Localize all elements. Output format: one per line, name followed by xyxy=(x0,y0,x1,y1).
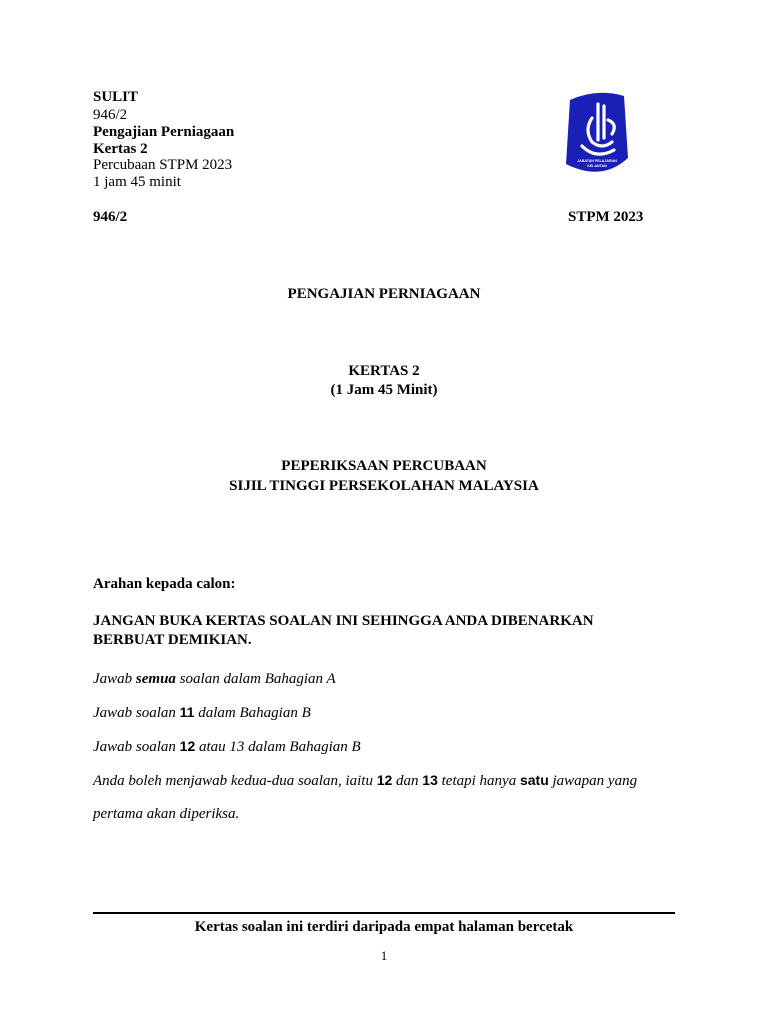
stpm-year: STPM 2023 xyxy=(568,209,644,225)
paper-code-bold: 946/2 xyxy=(93,209,128,225)
instruction-emphasis: 13 xyxy=(422,772,438,788)
duration-title: (1 Jam 45 Minit) xyxy=(330,382,438,398)
instruction-text: Jawab soalan xyxy=(93,705,180,721)
jabatan-pelajaran-kelantan-logo xyxy=(562,90,632,178)
instruction-emphasis: satu xyxy=(519,772,549,788)
warning-line2: BERBUAT DEMIKIAN. xyxy=(93,632,252,648)
exam-duration: 1 jam 45 minit xyxy=(93,174,181,190)
instruction-text: tetapi hanya xyxy=(437,773,520,789)
instruction-emphasis: 11 xyxy=(179,704,195,720)
logo-shape xyxy=(562,90,632,178)
subject-name: Pengajian Perniagaan xyxy=(93,124,235,140)
instruction-line-2 xyxy=(93,703,311,722)
subject-title: PENGAJIAN PERNIAGAAN xyxy=(287,286,481,302)
paper-title: KERTAS 2 xyxy=(348,363,420,379)
exam-title-line2: SIJIL TINGGI PERSEKOLAHAN MALAYSIA xyxy=(229,478,539,494)
instruction-emphasis: 12 xyxy=(179,738,196,754)
footer-note: Kertas soalan ini terdiri daripada empat halaman bercetak xyxy=(194,919,574,935)
paper-code: 946/2 xyxy=(93,107,128,123)
instruction-emphasis: 12 xyxy=(376,772,393,788)
warning-line1: JANGAN BUKA KERTAS SOALAN INI SEHINGGA ANDA DIBENARKAN xyxy=(93,613,594,629)
trial-exam: Percubaan STPM 2023 xyxy=(93,157,233,173)
instruction-text: soalan dalam Bahagian A xyxy=(175,671,336,687)
instruction-emphasis: semua xyxy=(135,671,176,687)
instruction-line-1 xyxy=(93,670,336,688)
instruction-text: dan xyxy=(392,773,423,789)
instruction-line-4 xyxy=(93,771,637,790)
instruction-text: atau 13 dalam Bahagian B xyxy=(195,739,361,755)
instruction-text: Anda boleh menjawab kedua-dua soalan, iaitu xyxy=(93,773,377,789)
logo-text-line2: KELANTAN xyxy=(587,164,607,168)
instruction-text: Jawab soalan xyxy=(93,739,180,755)
footer-divider xyxy=(93,912,675,914)
instruction-text: dalam Bahagian B xyxy=(194,705,311,721)
instruction-text: Jawab xyxy=(93,671,136,687)
sulit-label: SULIT xyxy=(93,89,139,105)
exam-title-line1: PEPERIKSAAN PERCUBAAN xyxy=(281,458,487,474)
logo-text-line1: JABATAN PELAJARAN xyxy=(577,159,617,163)
instructions-heading: Arahan kepada calon: xyxy=(93,576,236,592)
instruction-line-5: pertama akan diperiksa. xyxy=(93,806,240,822)
paper-number: Kertas 2 xyxy=(93,141,148,157)
instruction-text: jawapan yang xyxy=(548,773,638,789)
instruction-line-3 xyxy=(93,737,361,756)
page-number: 1 xyxy=(380,948,388,963)
